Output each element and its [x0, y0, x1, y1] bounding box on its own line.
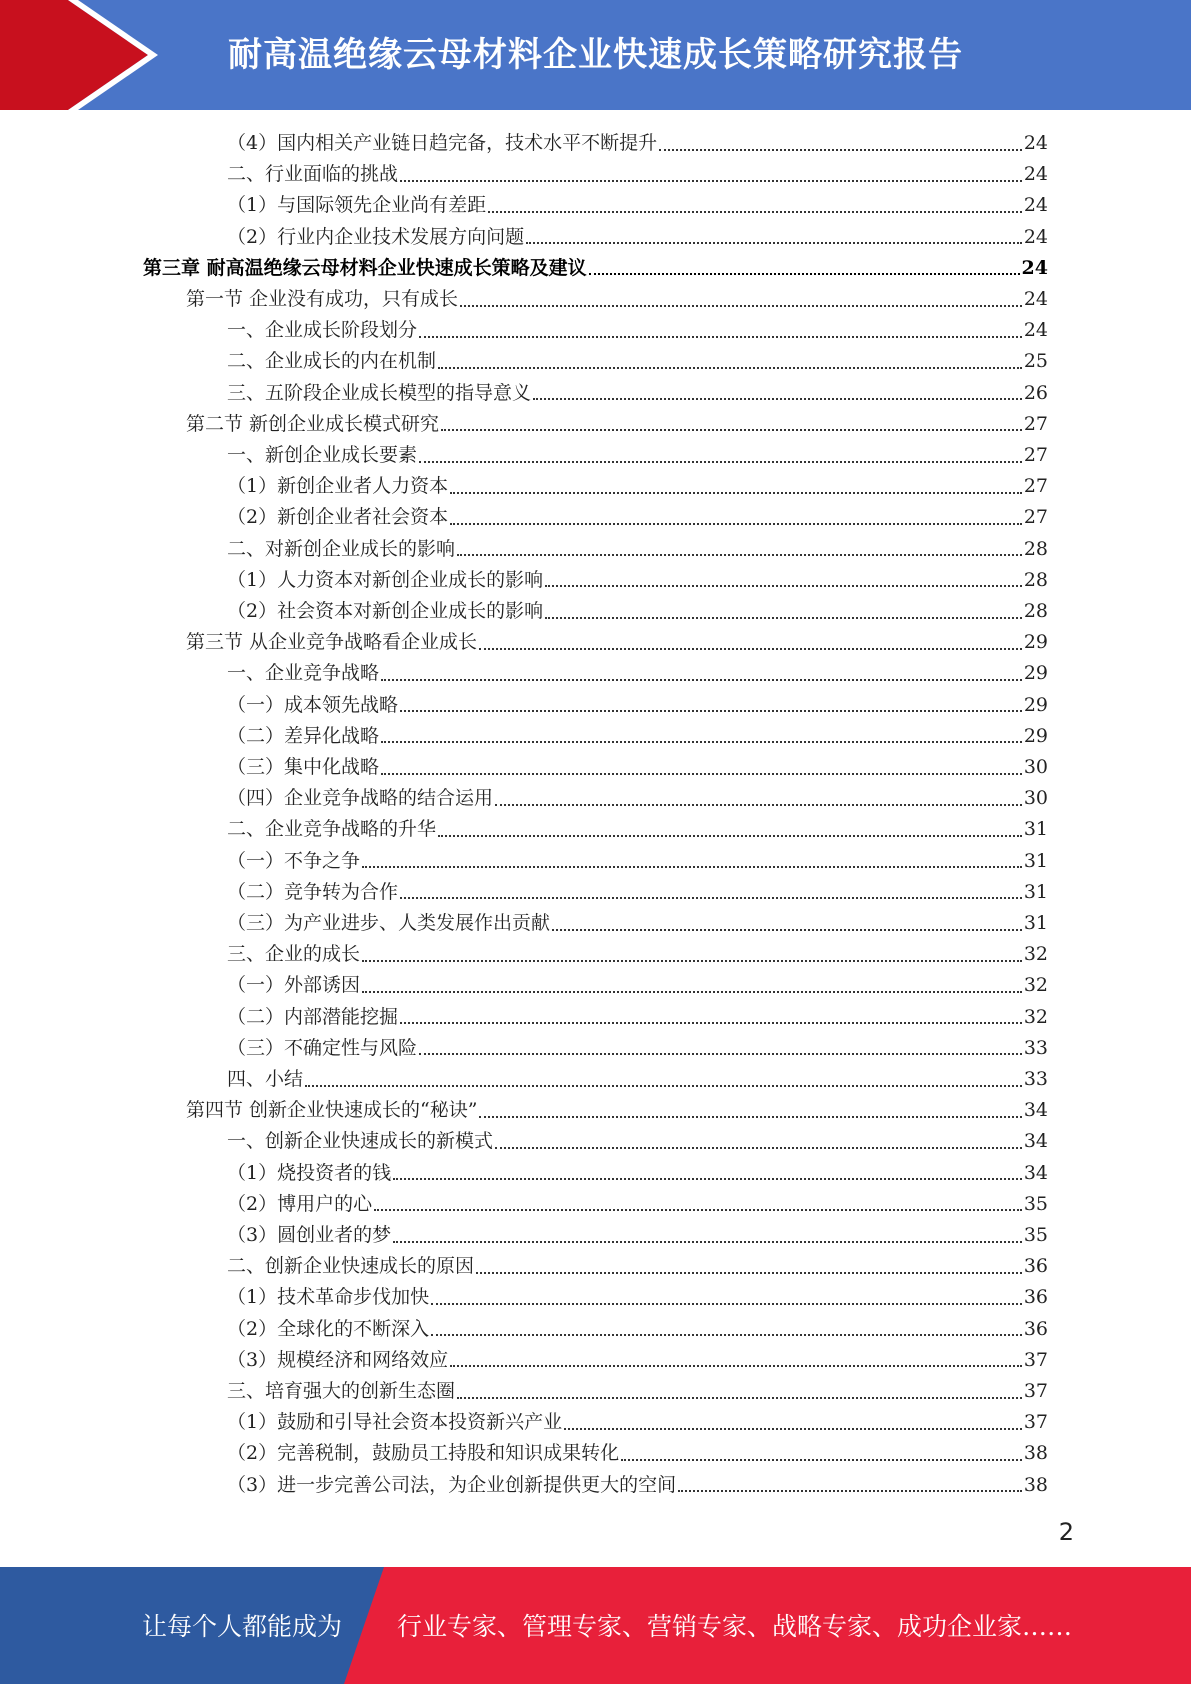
toc-entry[interactable]	[227, 128, 1048, 159]
toc-entry[interactable]	[227, 378, 1048, 409]
toc-entry[interactable]	[227, 1064, 1048, 1095]
toc-entry-label: 一、企业竞争战略	[227, 662, 380, 685]
toc-dot-leader	[362, 958, 1022, 962]
toc-entry-page: 29	[1023, 724, 1048, 747]
toc-entry[interactable]	[227, 222, 1048, 253]
toc-entry[interactable]	[227, 1158, 1048, 1189]
toc-entry-label: 三、培育强大的创新生态圈	[227, 1380, 456, 1402]
toc-dot-leader	[488, 209, 1022, 213]
toc-dot-leader	[393, 1176, 1022, 1180]
toc-dot-leader	[400, 1020, 1022, 1024]
toc-entry-page: 37	[1023, 1348, 1048, 1371]
toc-dot-leader	[441, 427, 1022, 431]
toc-dot-leader	[564, 1426, 1022, 1430]
toc-entry-label: （一）成本领先战略	[227, 693, 399, 716]
toc-entry-label: 第四节 创新企业快速成长的“秘诀”	[186, 1099, 478, 1122]
toc-entry-label: 三、企业的成长	[227, 943, 361, 966]
toc-entry[interactable]	[227, 1438, 1048, 1469]
toc-dot-leader	[659, 147, 1022, 151]
toc-entry-label: （3）进一步完善公司法，为企业创新提供更大的空间	[227, 1473, 677, 1496]
toc-dot-leader	[476, 1270, 1022, 1274]
toc-entry[interactable]	[227, 1376, 1048, 1407]
toc-entry[interactable]	[227, 471, 1048, 502]
toc-entry[interactable]	[227, 1033, 1048, 1064]
toc-entry[interactable]	[227, 1251, 1048, 1282]
toc-entry-page: 36	[1023, 1286, 1048, 1309]
toc-entry-label: （2）全球化的不断深入	[227, 1317, 430, 1340]
toc-entry-page: 32	[1023, 943, 1048, 966]
toc-dot-leader	[533, 396, 1022, 400]
toc-entry-page: 29	[1023, 693, 1048, 716]
toc-entry[interactable]	[227, 596, 1048, 627]
toc-entry-label: （4）国内相关产业链日趋完备，技术水平不断提升	[227, 132, 658, 154]
toc-dot-leader	[419, 334, 1022, 338]
toc-entry[interactable]	[227, 534, 1048, 565]
toc-entry-page: 37	[1023, 1411, 1048, 1434]
toc-entry-page: 28	[1023, 600, 1048, 622]
header-banner	[0, 0, 1191, 110]
toc-dot-leader	[381, 771, 1022, 775]
toc-dot-leader	[526, 240, 1022, 244]
toc-dot-leader	[450, 490, 1022, 494]
toc-entry-label: （2）完善税制，鼓励员工持股和知识成果转化	[227, 1442, 620, 1465]
toc-entry[interactable]	[227, 846, 1048, 877]
toc-dot-leader	[400, 708, 1022, 712]
toc-dot-leader	[362, 989, 1022, 993]
toc-entry-page: 31	[1023, 880, 1048, 903]
toc-entry-label: 二、企业成长的内在机制	[227, 350, 437, 373]
toc-entry-page: 29	[1023, 631, 1048, 654]
toc-dot-leader	[381, 739, 1022, 743]
toc-entry-page: 35	[1023, 1192, 1048, 1215]
toc-dot-leader	[495, 802, 1022, 806]
toc-dot-leader	[545, 615, 1022, 619]
toc-entry[interactable]	[143, 253, 1048, 284]
toc-entry-label: 四、小结	[227, 1068, 304, 1090]
toc-entry-page: 33	[1023, 1036, 1048, 1059]
toc-entry-page: 30	[1023, 787, 1048, 810]
toc-dot-leader	[479, 646, 1022, 650]
toc-entry-label: 一、创新企业快速成长的新模式	[227, 1130, 494, 1153]
toc-entry[interactable]	[186, 409, 1048, 440]
toc-entry-label: 一、企业成长阶段划分	[227, 319, 418, 342]
toc-dot-leader	[495, 1145, 1022, 1149]
toc-entry-page: 28	[1023, 537, 1048, 560]
toc-entry-page: 24	[1023, 225, 1048, 248]
toc-entry-page: 28	[1023, 568, 1048, 591]
toc-entry-label: 一、新创企业成长要素	[227, 444, 418, 466]
toc-dot-leader	[438, 833, 1022, 837]
toc-dot-leader	[419, 459, 1022, 463]
toc-entry-page: 38	[1023, 1442, 1048, 1465]
footer-banner	[0, 1567, 1191, 1684]
toc-entry[interactable]	[227, 565, 1048, 596]
toc-dot-leader	[381, 677, 1022, 681]
toc-entry[interactable]	[227, 752, 1048, 783]
toc-entry[interactable]	[227, 346, 1048, 377]
toc-entry-label: （二）竞争转为合作	[227, 880, 399, 903]
toc-entry-label: 二、对新创企业成长的影响	[227, 537, 456, 560]
page-number: 2	[1058, 1518, 1074, 1546]
toc-dot-leader	[545, 583, 1022, 587]
toc-entry-page: 27	[1023, 412, 1048, 435]
toc-entry-label: 第二节 新创企业成长模式研究	[186, 412, 440, 435]
toc-entry[interactable]	[186, 1095, 1048, 1126]
toc-entry-page: 37	[1023, 1380, 1048, 1402]
toc-entry-page: 24	[1021, 256, 1048, 279]
toc-entry-label: （三）不确定性与风险	[227, 1036, 418, 1059]
toc-entry-label: （3）圆创业者的梦	[227, 1224, 392, 1246]
toc-entry-label: 第三节 从企业竞争战略看企业成长	[186, 631, 478, 654]
toc-entry-label: （2）博用户的心	[227, 1192, 373, 1215]
toc-entry-label: 第一节 企业没有成功，只有成长	[186, 288, 459, 310]
toc-entry-page: 27	[1023, 444, 1048, 466]
toc-entry[interactable]	[227, 1470, 1048, 1501]
toc-entry-label: （三）为产业进步、人类发展作出贡献	[227, 912, 551, 934]
toc-dot-leader	[678, 1488, 1022, 1492]
toc-entry-page: 30	[1023, 756, 1048, 778]
toc-dot-leader	[431, 1332, 1022, 1336]
toc-dot-leader	[362, 864, 1022, 868]
toc-entry-page: 31	[1023, 849, 1048, 872]
toc-entry[interactable]	[227, 939, 1048, 970]
toc-entry-label: （三）集中化战略	[227, 756, 380, 778]
toc-entry[interactable]	[227, 1002, 1048, 1033]
toc-entry[interactable]	[227, 908, 1048, 939]
toc-entry-label: （1）与国际领先企业尚有差距	[227, 194, 487, 217]
toc-entry-label: （1）鼓励和引导社会资本投资新兴产业	[227, 1411, 563, 1434]
toc-entry[interactable]	[227, 721, 1048, 752]
toc-entry[interactable]	[227, 877, 1048, 908]
toc-entry[interactable]	[227, 658, 1048, 689]
toc-entry[interactable]	[227, 440, 1048, 471]
toc-entry-page: 34	[1023, 1161, 1048, 1184]
toc-dot-leader	[400, 178, 1022, 182]
toc-entry-page: 24	[1023, 288, 1048, 310]
toc-entry[interactable]	[186, 284, 1048, 315]
toc-entry-label: （2）行业内企业技术发展方向问题	[227, 225, 525, 248]
toc-entry[interactable]	[227, 1407, 1048, 1438]
toc-entry-page: 27	[1023, 475, 1048, 498]
toc-dot-leader	[460, 303, 1022, 307]
footer-slogan-right: 行业专家、管理专家、营销专家、战略专家、成功企业家……	[397, 1612, 1073, 1641]
toc-entry-page: 38	[1023, 1473, 1048, 1496]
toc-entry-page: 27	[1023, 506, 1048, 529]
toc-dot-leader	[457, 1395, 1022, 1399]
footer-slogan-left: 让每个人都能成为	[142, 1612, 343, 1641]
toc-dot-leader	[450, 521, 1022, 525]
toc-entry-page: 29	[1023, 662, 1048, 685]
toc-entry[interactable]	[227, 1126, 1048, 1157]
toc-entry-page: 24	[1023, 132, 1048, 154]
toc-entry-label: （一）外部诱因	[227, 974, 361, 997]
toc-entry[interactable]	[227, 1282, 1048, 1313]
toc-entry-label: （二）内部潜能挖掘	[227, 1005, 399, 1028]
toc-entry-label: （1）技术革命步伐加快	[227, 1286, 430, 1309]
toc-entry-label: （二）差异化战略	[227, 724, 380, 747]
toc-entry[interactable]	[227, 159, 1048, 190]
toc-entry-page: 36	[1023, 1317, 1048, 1340]
toc-entry[interactable]	[227, 1314, 1048, 1345]
toc-dot-leader	[552, 927, 1022, 931]
report-title: 耐高温绝缘云母材料企业快速成长策略研究报告	[228, 35, 963, 75]
toc-entry-label: （1）烧投资者的钱	[227, 1161, 392, 1184]
toc-entry-page: 33	[1023, 1068, 1048, 1090]
toc-entry[interactable]	[227, 190, 1048, 221]
toc-dot-leader	[438, 365, 1022, 369]
toc-entry[interactable]	[227, 690, 1048, 721]
toc-entry-page: 35	[1023, 1224, 1048, 1246]
toc-dot-leader	[621, 1457, 1022, 1461]
toc-entry-page: 36	[1023, 1255, 1048, 1278]
toc-entry[interactable]	[227, 1220, 1048, 1251]
toc-entry[interactable]	[227, 315, 1048, 346]
toc-dot-leader	[479, 1114, 1021, 1118]
toc-dot-leader	[374, 1207, 1022, 1211]
toc-dot-leader	[419, 1051, 1022, 1055]
toc-entry-page: 24	[1023, 194, 1048, 217]
toc-entry-page: 24	[1023, 319, 1048, 342]
toc-entry-label: （2）新创企业者社会资本	[227, 506, 449, 529]
toc-entry-label: 二、行业面临的挑战	[227, 163, 399, 186]
toc-entry-page: 34	[1023, 1130, 1048, 1153]
toc-entry[interactable]	[227, 502, 1048, 533]
toc-entry-label: （1）人力资本对新创企业成长的影响	[227, 568, 544, 591]
toc-entry-page: 32	[1023, 1005, 1048, 1028]
toc-entry-page: 31	[1023, 818, 1048, 841]
toc-entry-label: 二、企业竞争战略的升华	[227, 818, 437, 841]
toc-entry-label: 三、五阶段企业成长模型的指导意义	[227, 381, 532, 404]
toc-dot-leader	[450, 1363, 1022, 1367]
toc-entry-label: 第三章 耐高温绝缘云母材料企业快速成长策略及建议	[143, 256, 587, 279]
toc-entry-page: 32	[1023, 974, 1048, 997]
toc-entry[interactable]	[227, 1189, 1048, 1220]
toc-entry-label: （2）社会资本对新创企业成长的影响	[227, 600, 544, 622]
toc-entry[interactable]	[227, 970, 1048, 1001]
toc-entry[interactable]	[227, 814, 1048, 845]
toc-dot-leader	[457, 552, 1022, 556]
toc-dot-leader	[589, 271, 1020, 275]
toc-entry-page: 26	[1023, 381, 1048, 404]
toc-entry-page: 25	[1023, 350, 1048, 373]
toc-dot-leader	[431, 1301, 1022, 1305]
toc-dot-leader	[393, 1239, 1022, 1243]
toc-entry-page: 24	[1023, 163, 1048, 186]
toc-entry-label: （四）企业竞争战略的结合运用	[227, 787, 494, 810]
toc-entry-label: （一）不争之争	[227, 849, 361, 872]
toc-entry-label: （1）新创企业者人力资本	[227, 475, 449, 498]
toc-entry[interactable]	[227, 1345, 1048, 1376]
toc-entry[interactable]	[186, 627, 1048, 658]
toc-entry-page: 31	[1023, 912, 1048, 934]
toc-entry-page: 34	[1023, 1099, 1048, 1122]
toc-entry[interactable]	[227, 783, 1048, 814]
toc-entry-label: （3）规模经济和网络效应	[227, 1348, 449, 1371]
toc-dot-leader	[305, 1083, 1022, 1087]
toc-entry-label: 二、创新企业快速成长的原因	[227, 1255, 475, 1278]
toc-dot-leader	[400, 895, 1022, 899]
